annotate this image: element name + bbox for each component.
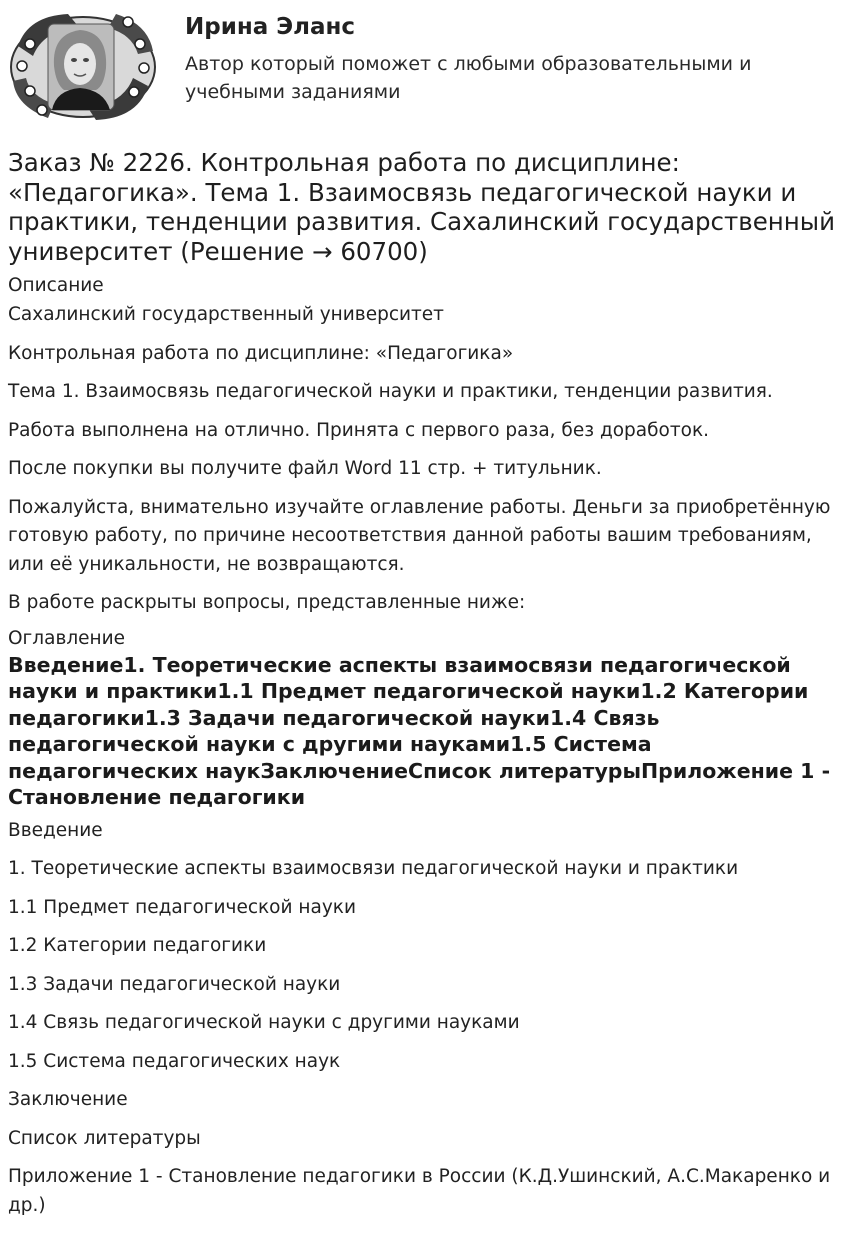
toc-item: 1. Теоретические аспекты взаимосвязи педагогической науки и практики: [8, 858, 739, 879]
description-paragraph: В работе раскрыты вопросы, представленные ниже:: [8, 592, 526, 613]
toc-item: 1.3 Задачи педагогической науки: [8, 973, 341, 995]
description-paragraph: После покупки вы получите файл Word 11 стр. + титульник.: [8, 458, 602, 479]
page-title: Заказ № 2226. Контрольная работа по дисциплине: «Педагогика». Тема 1. Взаимосвязь педагогической науки и практики, тенденции развития. Сахалинский государственный университет (Решение → 60700): [8, 148, 836, 266]
toc-item: 1.1 Предмет педагогической науки: [8, 896, 356, 918]
toc-item: 1.5 Система педагогических наук: [8, 1050, 341, 1072]
description-paragraph: Пожалуйста, внимательно изучайте оглавление работы. Деньги за приобретённую готовую работу, по причине несоответствия данной работы вашим требованиям, или её уникальности, не возвращаются.: [8, 496, 831, 575]
description-paragraph: Тема 1. Взаимосвязь педагогической науки и практики, тенденции развития.: [8, 381, 773, 402]
description-paragraph: Контрольная работа по дисциплине: «Педагогика»: [8, 342, 514, 364]
author-avatar[interactable]: [8, 6, 158, 128]
toc-label: Оглавление: [8, 627, 126, 649]
description-label: Описание: [8, 275, 104, 296]
description-paragraph: Сахалинский государственный университет: [8, 304, 444, 325]
description-section: [8, 301, 840, 618]
toc-summary: Введение1. Теоретические аспекты взаимосвязи педагогической науки и практики1.1 Предмет педагогической науки1.2 Категории педагогики1.3 Задачи педагогической науки1.4 Связь педагогической науки с другими науками1.5 Система педагогических наукЗаключениеСписок литературыПриложение 1 - Становление педагогики: [8, 652, 831, 809]
toc-item: Приложение 1 - Становление педагогики в России (К.Д.Ушинский, А.С.Макаренко и др.): [8, 1166, 831, 1216]
description-paragraph: Работа выполнена на отлично. Принята с первого раза, без доработок.: [8, 419, 710, 441]
toc-item: Список литературы: [8, 1127, 201, 1149]
toc-item: 1.4 Связь педагогической науки с другими науками: [8, 1012, 520, 1033]
author-description: Автор который поможет с любыми образовательными и учебными заданиями: [185, 53, 752, 103]
toc-item: 1.2 Категории педагогики: [8, 935, 267, 956]
toc-list: [8, 817, 840, 1221]
author-card: [8, 6, 838, 130]
toc-item: Введение: [8, 819, 103, 841]
main-content: [8, 148, 840, 1230]
toc-item: Заключение: [8, 1089, 128, 1110]
author-name[interactable]: Ирина Эланс: [185, 14, 356, 40]
